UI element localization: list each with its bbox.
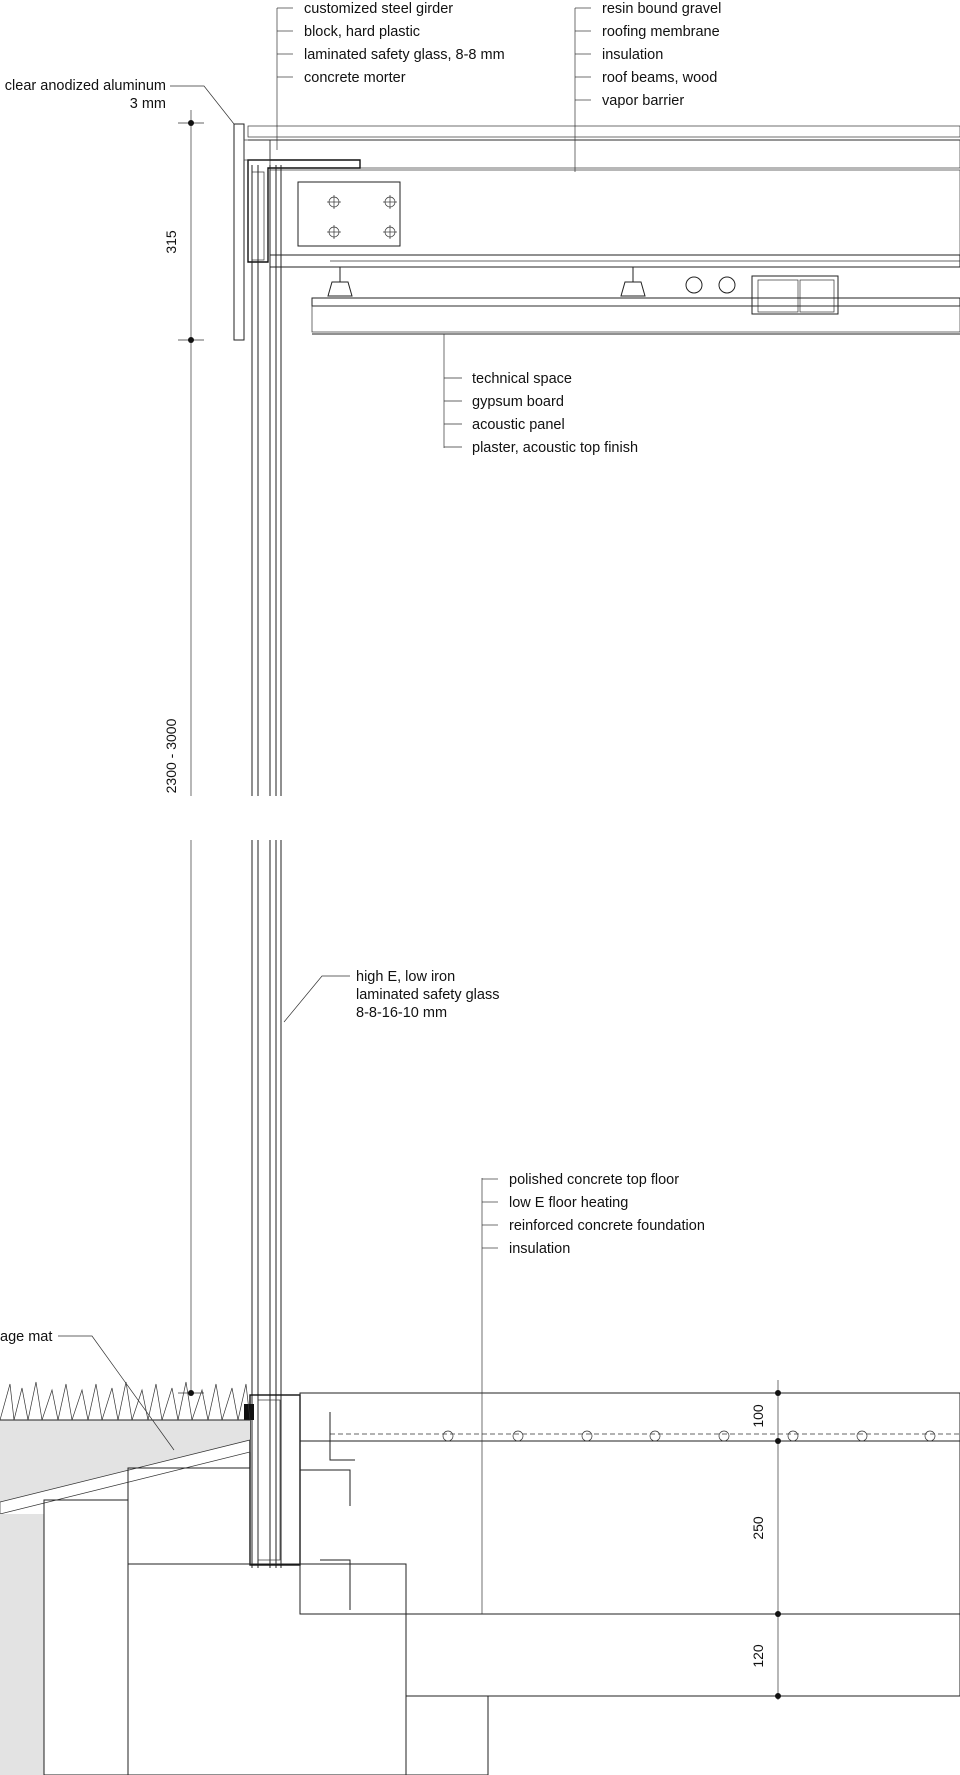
label-floor-insulation: insulation (509, 1241, 571, 1257)
label-drainage-mat: age mat (0, 1329, 53, 1345)
label-glass-line1: high E, low iron (356, 969, 456, 985)
floor-assembly (0, 1382, 960, 1775)
label-vapor-barrier: vapor barrier (602, 93, 685, 109)
roof-assembly (234, 124, 960, 340)
dim-floor-slab: 250 (750, 1516, 766, 1540)
roof-labels-left (304, 1, 505, 86)
label-glass-line2: laminated safety glass (356, 987, 500, 1003)
floor-labels (509, 1172, 705, 1257)
label-hard-plastic-block: block, hard plastic (304, 24, 421, 40)
label-aluminum-thickness: 3 mm (129, 96, 166, 112)
dim-roof-height: 315 (163, 230, 179, 254)
label-acoustic-panel: acoustic panel (472, 417, 565, 433)
label-laminated-glass: laminated safety glass, 8-8 mm (304, 47, 505, 63)
dimension-lines (178, 110, 781, 1700)
dim-glass-height: 2300 - 3000 (163, 718, 179, 794)
glass-label (356, 969, 499, 1021)
label-steel-girder: customized steel girder (304, 1, 454, 17)
dim-floor-top: 100 (750, 1404, 766, 1428)
label-resin-gravel: resin bound gravel (602, 1, 722, 17)
roof-labels-right (602, 1, 721, 109)
label-plaster-finish: plaster, acoustic top finish (472, 440, 639, 456)
label-roofing-membrane: roofing membrane (602, 24, 720, 40)
label-glass-line3: 8-8-16-10 mm (356, 1005, 448, 1021)
label-floor-heating: low E floor heating (509, 1195, 629, 1211)
aluminum-label (5, 78, 166, 112)
glass-wall (244, 165, 300, 1568)
label-polished-concrete: polished concrete top floor (509, 1172, 680, 1188)
dimension-values (163, 230, 766, 1668)
label-technical-space: technical space (472, 371, 572, 387)
ceiling-labels (472, 371, 638, 456)
label-aluminum: clear anodized aluminum (4, 78, 166, 94)
leader-lines (58, 8, 591, 1614)
dim-floor-insulation: 120 (750, 1644, 766, 1668)
label-gypsum-board: gypsum board (472, 394, 564, 410)
label-roof-beams: roof beams, wood (602, 70, 718, 86)
label-roof-insulation: insulation (602, 47, 664, 63)
label-reinforced-foundation: reinforced concrete foundation (509, 1218, 705, 1234)
label-concrete-morter: concrete morter (304, 70, 406, 86)
